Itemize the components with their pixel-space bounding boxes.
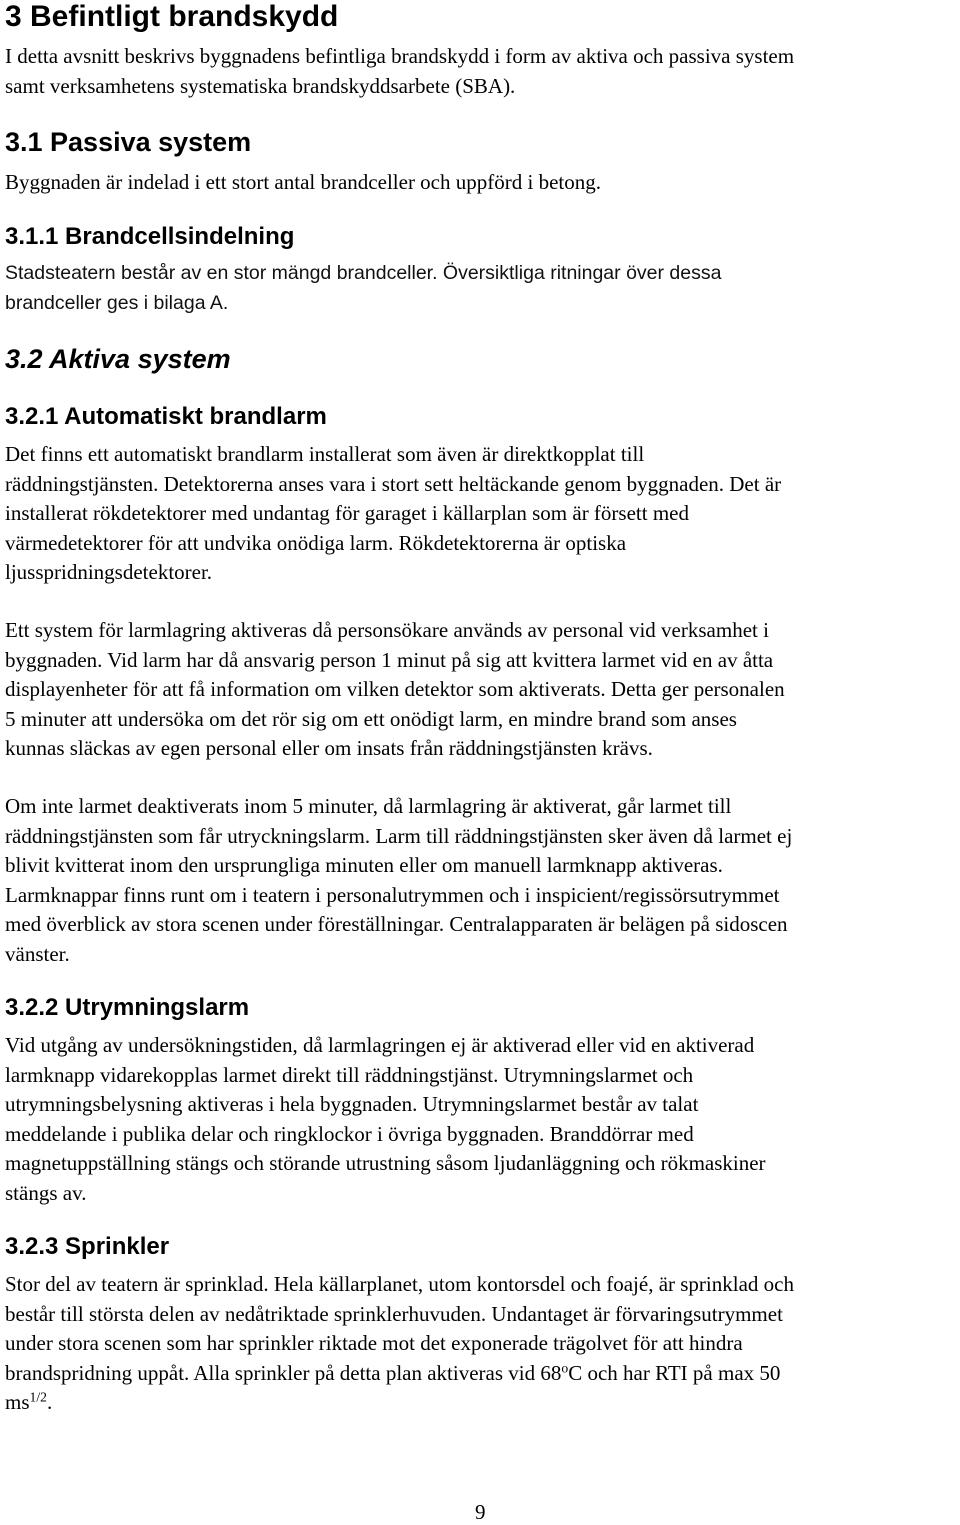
text-line: består till största delen av nedåtriktade sprinklerhuvuden. Undantaget är förvaringsutrymmet [5,1301,783,1326]
heading-section-3-2-1: 3.2.1 Automatiskt brandlarm [5,403,327,430]
heading-section-3: 3 Befintligt brandskydd [5,0,339,33]
text-line: I detta avsnitt beskrivs byggnadens befintliga brandskydd i form av aktiva och passiva system [5,44,795,68]
text-line: blivit kvitterat inom den ursprungliga minuten eller om manuell larmknapp aktiveras. [5,853,723,877]
text-line: meddelande i publika delar och ringklockor i övriga byggnaden. Branddörrar med [5,1121,694,1146]
text-line: Stor del av teatern är sprinklad. Hela källarplanet, utom kontorsdel och foajé, är sprinklad och [5,1272,794,1296]
text-line: ljusspridningsdetektorer. [5,560,213,584]
text-line: värmedetektorer för att undvika onödiga larm. Rökdetektorerna är optiska [5,530,627,555]
text-line: 5 minuter att undersöka om det rör sig om ett onödigt larm, en mindre brand som anses [5,706,737,731]
section-3-2-1-para-1 [5,440,955,588]
text-line: kunnas släckas av egen personal eller om insats från räddningstjänsten krävs. [5,736,653,760]
text-line: vänster. [5,941,70,966]
text-segment: . [46,1390,53,1414]
text-line-with-superscript [5,1359,955,1389]
degree-superscript: o [561,1360,569,1375]
text-segment: C och har RTI på max 50 [568,1360,781,1385]
text-line: räddningstjänsten som får utryckningslarm. Larm till räddningstjänsten sker även då larmet ej [5,823,793,848]
text-line: utrymningsbelysning aktiveras i hela byggnaden. Utrymningslarmet består av talat [5,1092,699,1116]
section-3-1-body [5,168,955,198]
text-line: Vid utgång av undersökningstiden, då larmlagringen ej är aktiverad eller vid en aktiverad [5,1033,755,1057]
section-3-intro [5,42,955,101]
text-line: samt verksamhetens systematiska brandskyddsarbete (SBA). [5,73,516,98]
section-3-2-1-para-2 [5,616,955,764]
heading-section-3-2-3: 3.2.3 Sprinkler [5,1233,170,1260]
text-line: byggnaden. Vid larm har då ansvarig person 1 minut på sig att kvittera larmet vid en av åtta [5,647,774,672]
text-line: med överblick av stora scenen under föreställningar. Centralapparaten är belägen på sidoscen [5,912,788,936]
section-3-2-2-body [5,1031,955,1208]
text-line: installerat rökdetektorer med undantag för garaget i källarplan som är försett med [5,501,689,525]
text-line-with-superscript [5,1388,955,1418]
page-number: 9 [475,1500,486,1524]
text-segment: ms [5,1390,30,1414]
text-line: under stora scenen som har sprinkler riktade mot det exponerade trägolvet för att hindra [5,1331,743,1355]
text-line: brandceller ges i bilaga A. [5,292,229,314]
heading-section-3-1: 3.1 Passiva system [5,127,252,157]
text-line: Om inte larmet deaktiverats inom 5 minuter, då larmlagring är aktiverat, går larmet till [5,794,732,818]
text-line: räddningstjänsten. Detektorerna anses vara i stort sett heltäckande genom byggnaden. Det är [5,471,782,496]
heading-section-3-2-2: 3.2.2 Utrymningslarm [5,994,250,1021]
text-segment: brandspridning uppåt. Alla sprinkler på detta plan aktiveras vid 68 [5,1360,562,1385]
text-line: Larmknappar finns runt om i teatern i personalutrymmen och i inspicient/regissörsutrymmet [5,882,780,907]
section-3-1-1-body [5,258,955,318]
heading-section-3-1-1: 3.1.1 Brandcellsindelning [5,223,295,250]
text-line: Det finns ett automatiskt brandlarm installerat som även är direktkopplat till [5,442,645,466]
section-3-2-1-para-3 [5,792,955,969]
text-line: larmknapp vidarekopplas larmet direkt till räddningstjänst. Utrymningslarmet och [5,1062,694,1087]
text-line: displayenheter för att få information om vilken detektor som aktiverats. Detta ger personalen [5,677,785,701]
text-line: stängs av. [5,1180,87,1205]
text-line: Stadsteatern består av en stor mängd brandceller. Översiktliga ritningar över dessa [5,262,722,284]
text-line: Ett system för larmlagring aktiveras då personsökare används av personal vid verksamhet i [5,618,769,642]
text-line: Byggnaden är indelad i ett stort antal brandceller och uppförd i betong. [5,170,601,194]
exponent-superscript: 1/2 [29,1389,47,1405]
heading-section-3-2: 3.2 Aktiva system [5,344,231,374]
section-3-2-3-body [5,1270,955,1418]
text-line: magnetuppställning stängs och störande utrustning såsom ljudanläggning och rökmaskiner [5,1151,766,1175]
